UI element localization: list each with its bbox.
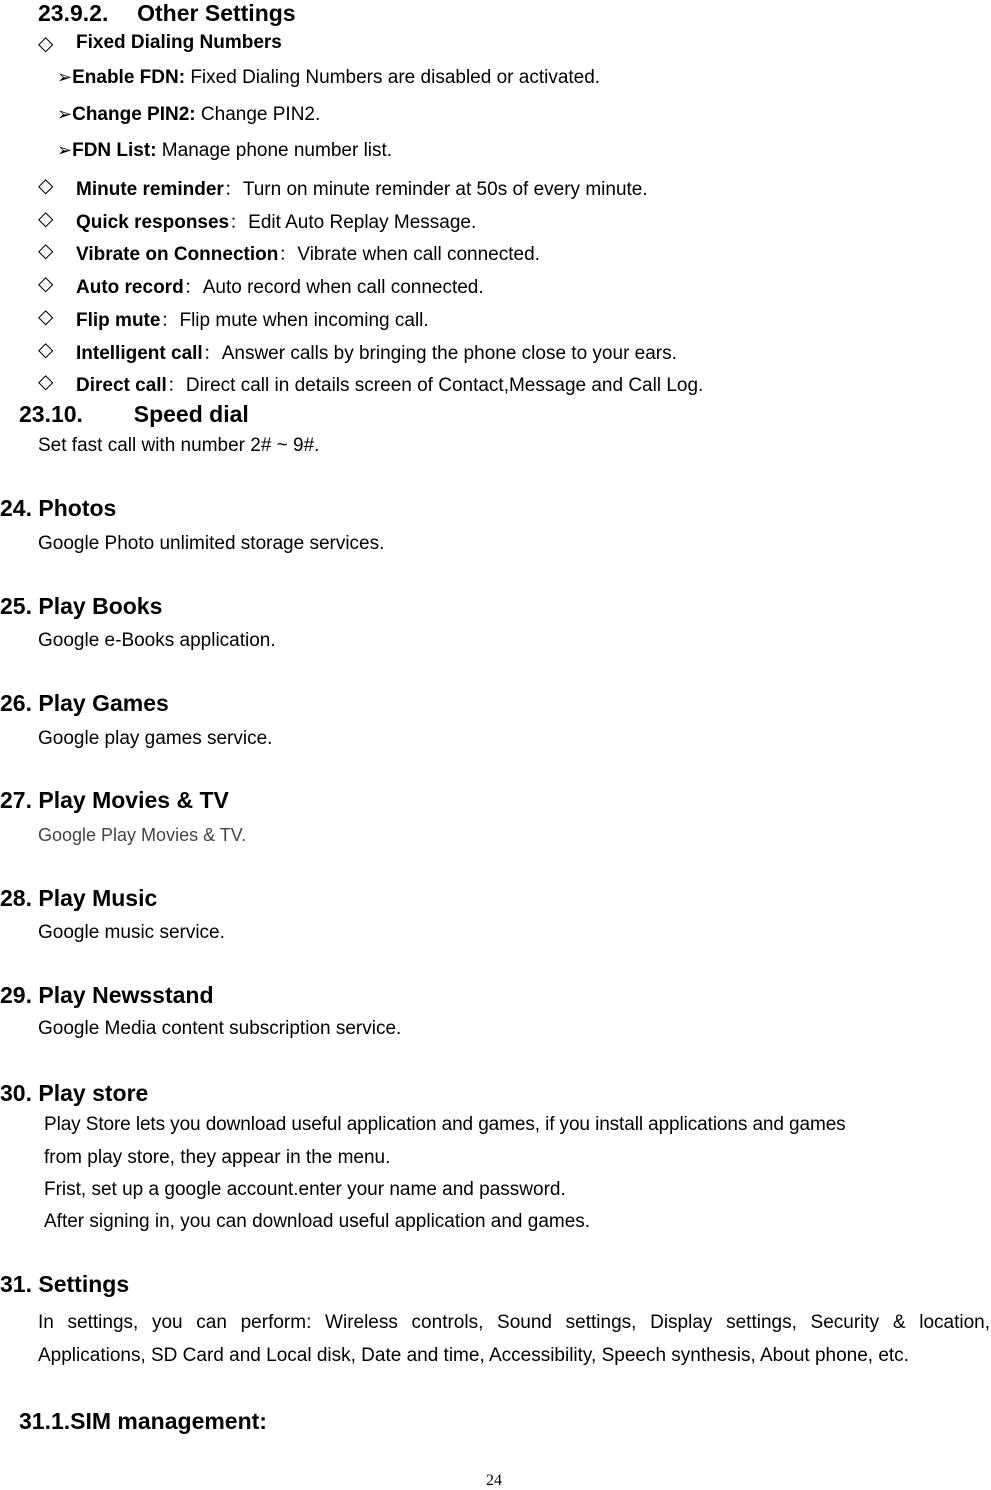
- item-desc: Edit Auto Replay Message.: [248, 212, 477, 233]
- section-title: Other Settings: [137, 0, 296, 26]
- heading-23-9-2: [38, 0, 296, 27]
- sub-list-item: [57, 140, 392, 162]
- section-number: 30.: [0, 1080, 32, 1106]
- item-label: Auto record: [76, 277, 184, 298]
- item-desc: Vibrate when call connected.: [297, 244, 540, 265]
- diamond-bullet-icon: ◇: [38, 371, 54, 393]
- item-sep: ：: [183, 277, 203, 298]
- item-label: Direct call: [76, 375, 167, 396]
- section-number: 29.: [0, 982, 32, 1008]
- section-title: Play Movies & TV: [38, 787, 229, 813]
- paragraph-line: After signing in, you can download useful application and games.: [44, 1211, 591, 1232]
- item-label: Minute reminder: [76, 179, 224, 200]
- item-sep: ：: [202, 343, 222, 364]
- section-body: Set fast call with number 2# ~ 9#.: [38, 435, 320, 456]
- item-sep: ：: [160, 310, 180, 331]
- item-sep: ：: [166, 375, 186, 396]
- item-label: Flip mute: [76, 310, 161, 331]
- paragraph-line: from play store, they appear in the menu.: [44, 1147, 391, 1168]
- item-desc: Auto record when call connected.: [202, 277, 484, 298]
- item-desc: Answer calls by bringing the phone close to your ears.: [221, 343, 677, 364]
- section-number: 23.10.: [19, 401, 83, 427]
- section-title: Play Newsstand: [38, 982, 214, 1008]
- section-title: SIM management:: [70, 1408, 267, 1434]
- heading-29: [0, 982, 214, 1009]
- item-sep: ：: [229, 212, 249, 233]
- diamond-bullet-icon: ◇: [38, 208, 54, 230]
- section-title: Settings: [38, 1271, 130, 1297]
- heading-31: [0, 1271, 129, 1298]
- sub-list-item: [57, 67, 600, 89]
- section-number: 24.: [0, 495, 32, 521]
- item-label: Vibrate on Connection: [76, 244, 279, 265]
- section-title: Speed dial: [133, 401, 249, 427]
- section-body: Google Play Movies & TV.: [38, 825, 247, 845]
- item-sep: ：: [223, 179, 243, 200]
- sub-list-item: [57, 104, 320, 126]
- section-number: 23.9.2.: [38, 0, 109, 26]
- item-label: Enable FDN:: [72, 67, 186, 88]
- page-number: 24: [486, 1472, 502, 1489]
- item-label: FDN List:: [72, 140, 157, 161]
- section-title: Play Games: [38, 690, 169, 716]
- heading-27: [0, 787, 229, 814]
- diamond-bullet-icon: ◇: [38, 175, 54, 197]
- section-title: Play Books: [38, 593, 163, 619]
- section-title: Play Music: [38, 885, 158, 911]
- section-body: Google music service.: [38, 922, 225, 943]
- heading-30: [0, 1080, 148, 1107]
- section-body: Google e-Books application.: [38, 630, 276, 651]
- diamond-bullet-icon: ◇: [38, 240, 54, 262]
- section-body: Google Photo unlimited storage services.: [38, 533, 385, 554]
- heading-24: [0, 495, 116, 522]
- item-label: Intelligent call: [76, 343, 203, 364]
- item-desc: Manage phone number list.: [156, 140, 393, 161]
- heading-26: [0, 690, 169, 717]
- item-desc: Flip mute when incoming call.: [179, 310, 429, 331]
- section-title: Photos: [38, 495, 117, 521]
- item-label: Change PIN2:: [72, 104, 196, 125]
- heading-28: [0, 885, 157, 912]
- section-body: Google play games service.: [38, 728, 273, 749]
- diamond-bullet-icon: ◇: [38, 273, 54, 295]
- section-body: In settings, you can perform: Wireless controls, Sound settings, Display settings, Security & location, Applications, SD Card and Local disk, Date and time, Accessibility, Speech synthesis, About phone, etc.: [38, 1312, 990, 1366]
- item-label: Quick responses: [76, 212, 230, 233]
- diamond-bullet-icon: ◇: [38, 339, 54, 361]
- heading-23-10: [19, 401, 249, 428]
- item-sep: ：: [278, 244, 298, 265]
- arrow-bullet-icon: ➢: [57, 140, 73, 160]
- section-number: 28.: [0, 885, 32, 911]
- section-number: 25.: [0, 593, 32, 619]
- heading-25: [0, 593, 162, 620]
- item-desc: Direct call in details screen of Contact,Message and Call Log.: [185, 375, 704, 396]
- diamond-bullet-icon: ◇: [38, 306, 54, 328]
- item-desc: Turn on minute reminder at 50s of every minute.: [242, 179, 648, 200]
- section-number: 31.1.: [19, 1408, 71, 1434]
- item-desc: Fixed Dialing Numbers are disabled or activated.: [185, 67, 601, 88]
- item-desc: Change PIN2.: [195, 104, 321, 125]
- section-number: 27.: [0, 787, 32, 813]
- section-number: 31.: [0, 1271, 32, 1297]
- section-number: 26.: [0, 690, 32, 716]
- diamond-bullet-icon: ◇: [38, 33, 54, 55]
- section-body: Google Media content subscription service.: [38, 1018, 402, 1039]
- paragraph-line: Frist, set up a google account.enter your name and password.: [44, 1179, 566, 1200]
- paragraph-line: Play Store lets you download useful application and games, if you install applications and games: [44, 1114, 846, 1135]
- arrow-bullet-icon: ➢: [57, 67, 73, 87]
- section-title: Play store: [38, 1080, 149, 1106]
- arrow-bullet-icon: ➢: [57, 104, 73, 124]
- item-label: Fixed Dialing Numbers: [76, 32, 282, 53]
- heading-31-1: [19, 1408, 267, 1435]
